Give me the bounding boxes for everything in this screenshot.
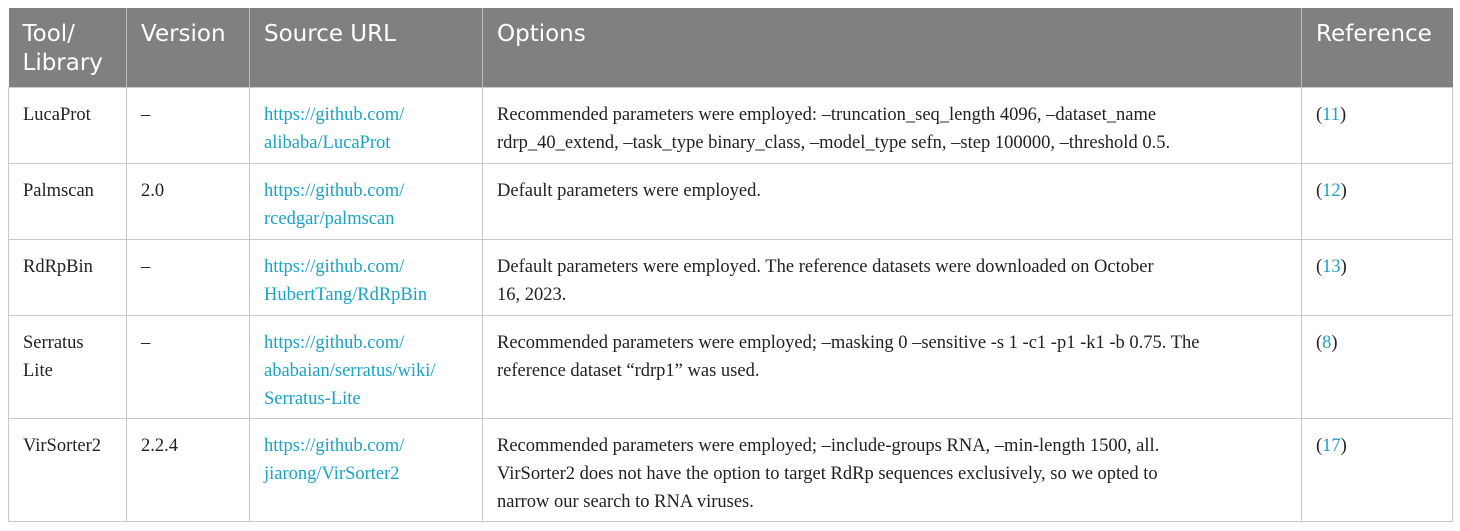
tool-cell [9, 418, 127, 521]
url-cell [250, 315, 483, 418]
table-header [9, 8, 1453, 87]
url-line: https://github.com/ [264, 104, 405, 125]
tool-cell [9, 163, 127, 239]
url-line: ababaian/serratus/wiki/ [264, 360, 436, 381]
table-row [9, 239, 1453, 315]
tool-cell [9, 239, 127, 315]
table-row [9, 418, 1453, 521]
tool-name: VirSorter2 [23, 435, 102, 456]
options-cell [483, 418, 1302, 521]
tools-table [8, 8, 1453, 522]
url-line: https://github.com/ [264, 256, 405, 277]
header-tool-text: Tool/ [22, 21, 75, 47]
options-line: narrow our search to RNA viruses. [497, 491, 754, 512]
version-cell: – [127, 315, 250, 418]
table-row [9, 87, 1453, 163]
reference-cell: (8) [1302, 315, 1453, 418]
table-row [9, 315, 1453, 418]
tool-name-line2: Lite [23, 360, 53, 381]
options-cell [483, 239, 1302, 315]
options-line: Recommended parameters were employed; –include-groups RNA, –min-length 1500, all. [497, 435, 1160, 456]
header-source-url: Source URL [250, 8, 483, 87]
url-cell [250, 87, 483, 163]
source-url-link[interactable] [264, 181, 404, 229]
url-cell [250, 163, 483, 239]
options-line: reference dataset “rdrp1” was used. [497, 360, 760, 381]
header-reference: Reference [1302, 8, 1453, 87]
tools-table-container [8, 8, 1452, 522]
reference-link[interactable]: 8 [1322, 332, 1332, 353]
url-line: https://github.com/ [264, 180, 405, 201]
source-url-link[interactable] [264, 105, 404, 153]
url-line: Serratus-Lite [264, 388, 361, 409]
reference-cell: (11) [1302, 87, 1453, 163]
reference-link[interactable]: 12 [1322, 180, 1341, 201]
tool-name: Palmscan [23, 180, 94, 201]
url-cell [250, 418, 483, 521]
options-cell [483, 163, 1302, 239]
url-line: HubertTang/RdRpBin [264, 284, 428, 305]
header-options: Options [483, 8, 1302, 87]
tool-name: Serratus [23, 332, 84, 353]
options-line: Default parameters were employed. [497, 180, 762, 201]
reference-link[interactable]: 13 [1322, 256, 1341, 277]
version-cell: 2.0 [127, 163, 250, 239]
url-line: https://github.com/ [264, 435, 405, 456]
reference-cell: (17) [1302, 418, 1453, 521]
tool-cell [9, 87, 127, 163]
options-line: VirSorter2 does not have the option to target RdRp sequences exclusively, so we opted to [497, 463, 1158, 484]
options-cell [483, 87, 1302, 163]
options-line: Default parameters were employed. The reference datasets were downloaded on October [497, 256, 1154, 277]
options-line: rdrp_40_extend, –task_type binary_class, –model_type sefn, –step 100000, –threshold 0.5. [497, 132, 1171, 153]
options-line: Recommended parameters were employed; –masking 0 –sensitive -s 1 -c1 -p1 -k1 -b 0.75. The [497, 332, 1200, 353]
reference-link[interactable]: 11 [1322, 104, 1340, 125]
url-line: https://github.com/ [264, 332, 405, 353]
tool-name: LucaProt [23, 104, 91, 125]
version-cell: 2.2.4 [127, 418, 250, 521]
source-url-link[interactable] [264, 257, 427, 305]
url-line: jiarong/VirSorter2 [264, 463, 400, 484]
header-row [9, 8, 1453, 87]
reference-cell: (12) [1302, 163, 1453, 239]
url-line: alibaba/LucaProt [264, 132, 391, 153]
url-line: rcedgar/palmscan [264, 208, 395, 229]
reference-link[interactable]: 17 [1322, 435, 1341, 456]
table-body [9, 87, 1453, 521]
url-cell [250, 239, 483, 315]
header-library-text: Library [22, 50, 103, 76]
header-version: Version [127, 8, 250, 87]
source-url-link[interactable] [264, 333, 436, 409]
options-cell [483, 315, 1302, 418]
header-tool-library [9, 8, 127, 87]
tool-cell [9, 315, 127, 418]
tool-name: RdRpBin [23, 256, 93, 277]
version-cell: – [127, 87, 250, 163]
table-row [9, 163, 1453, 239]
options-line: Recommended parameters were employed: –truncation_seq_length 4096, –dataset_name [497, 104, 1157, 125]
source-url-link[interactable] [264, 436, 404, 484]
version-cell: – [127, 239, 250, 315]
options-line: 16, 2023. [497, 284, 567, 305]
reference-cell: (13) [1302, 239, 1453, 315]
